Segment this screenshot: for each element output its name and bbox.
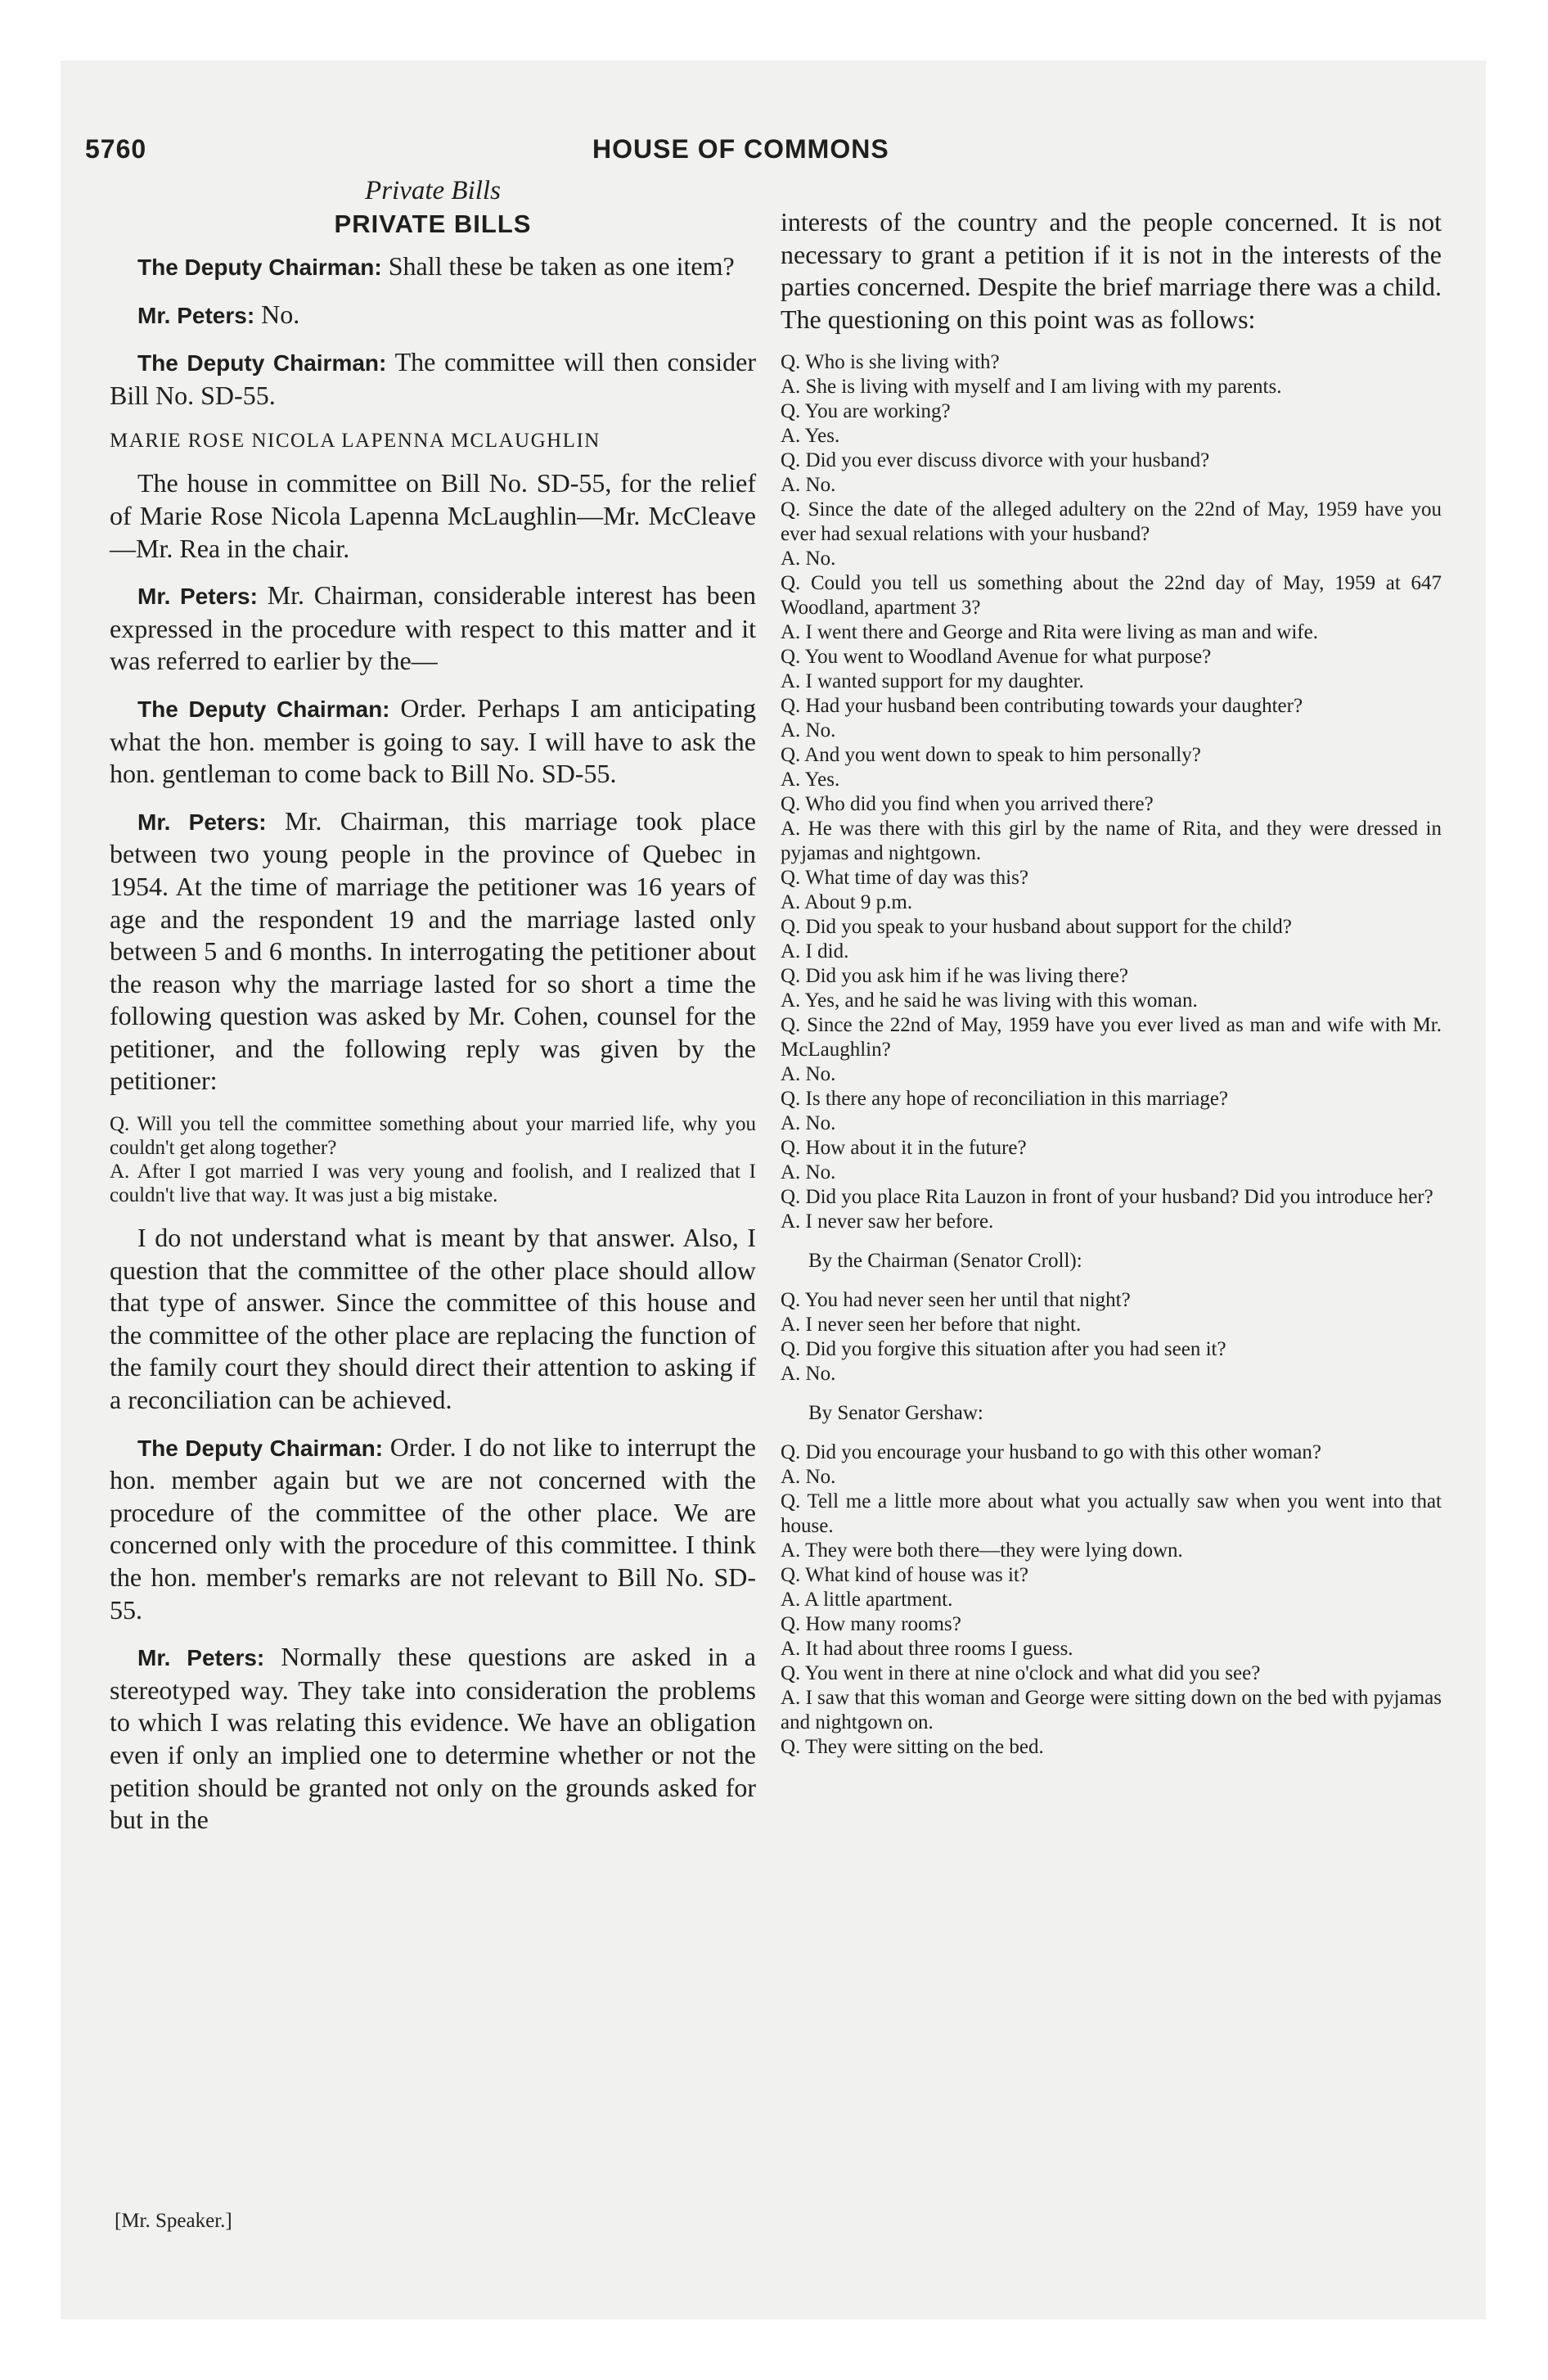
- qa-line: A. Yes, and he said he was living with this woman.: [781, 989, 1198, 1012]
- qa-line: Q. Who is she living with?: [781, 351, 1000, 374]
- paragraph-text: Order. Perhaps I am anticipating what the hon. member is going to say. I will have to ask the hon. gentleman to come back to Bill No. SD-55.: [110, 692, 757, 789]
- page-title: HOUSE OF COMMONS: [592, 134, 889, 164]
- speaker-name: Mr. Peters:: [137, 1645, 265, 1671]
- paragraph-text: Mr. Chairman, considerable interest has been expressed in the procedure with respect to this matter and it was referred to earlier by the—: [110, 580, 757, 676]
- paragraph: [110, 346, 756, 412]
- qa-line: A. No.: [781, 1161, 836, 1184]
- speaker-name: The Deputy Chairman:: [137, 696, 390, 722]
- paragraph: [110, 250, 756, 284]
- qa-line: Q. Is there any hope of reconciliation in this marriage?: [781, 1088, 1229, 1111]
- paragraph-text: The committee will then consider Bill No. SD-55.: [110, 347, 757, 410]
- qa-line: A. No.: [781, 719, 836, 742]
- qa-block: [781, 1440, 1442, 1760]
- qa-line: A. I went there and George and Rita were living as man and wife.: [781, 621, 1318, 644]
- left-column: [110, 174, 756, 1851]
- speaker-name: Mr. Peters:: [137, 584, 258, 610]
- qa-line: Q. You went to Woodland Avenue for what purpose?: [781, 646, 1212, 669]
- qa-line: Q. Will you tell the committee something about your married life, why you couldn't get along together?: [110, 1113, 756, 1160]
- paragraph-text: Order. I do not like to interrupt the hon. member again but we are not concerned with the procedure of the committee of the other place. We are concerned only with the procedure of this committee. I think the hon. member's remarks are not relevant to Bill No. SD-55.: [110, 1431, 757, 1625]
- paragraph: The house in committee on Bill No. SD-55, for the relief of Marie Rose Nicola Lapenna McLaughlin—Mr. McCleave—Mr. Rea in the chair.: [110, 468, 756, 563]
- qa-line: Q. Did you ask him if he was living there?: [781, 965, 1128, 988]
- qa-line: A. I never saw her before.: [781, 1210, 994, 1233]
- paragraph: [110, 299, 756, 332]
- qa-line: Q. What time of day was this?: [781, 867, 1028, 890]
- qa-line: Q. You went in there at nine o'clock and what did you see?: [781, 1662, 1261, 1685]
- qa-line: A. No.: [781, 548, 836, 570]
- qa-line: A. No.: [781, 1112, 836, 1135]
- qa-line: A. She is living with myself and I am living with my parents.: [781, 376, 1282, 399]
- footer-speaker-note: [Mr. Speaker.]: [115, 2210, 232, 2232]
- speaker-name: Mr. Peters:: [137, 809, 267, 835]
- qa-line: A. Yes.: [781, 425, 840, 448]
- qa-line: Q. Did you speak to your husband about support for the child?: [781, 916, 1292, 939]
- qa-line: Q. Did you forgive this situation after you had seen it?: [781, 1338, 1226, 1361]
- qa-block: [110, 1112, 756, 1207]
- qa-line: Q. You are working?: [781, 400, 951, 423]
- qa-line: A. I never seen her before that night.: [781, 1314, 1082, 1336]
- qa-line: A. I saw that this woman and George were sitting down on the bed with pyjamas and nightgown on.: [781, 1687, 1442, 1734]
- qa-line: A. A little apartment.: [781, 1589, 953, 1611]
- qa-line: A. I wanted support for my daughter.: [781, 670, 1084, 693]
- speaker-name: The Deputy Chairman:: [137, 350, 387, 376]
- qa-line: A. No.: [781, 474, 836, 497]
- qa-line: Q. Did you encourage your husband to go with this other woman?: [781, 1441, 1321, 1464]
- qa-line: Q. And you went down to speak to him personally?: [781, 744, 1201, 767]
- speaker-name: Mr. Peters:: [137, 302, 255, 328]
- page-header: [85, 134, 936, 175]
- right-column: [781, 206, 1442, 1774]
- paragraph: [110, 579, 756, 678]
- speaker-name: The Deputy Chairman:: [137, 1435, 384, 1461]
- qa-line: Q. Who did you find when you arrived there?: [781, 793, 1154, 816]
- qa-block: [781, 1288, 1442, 1386]
- section-bold-heading: PRIVATE BILLS: [334, 210, 532, 238]
- paragraph: [110, 805, 756, 1098]
- examiner-heading: By the Chairman (Senator Croll):: [808, 1250, 1082, 1273]
- paragraph-text: Shall these be taken as one item?: [381, 251, 735, 281]
- qa-line: Q. Since the date of the alleged adultery on the 22nd of May, 1959 have you ever had sexual relations with your husband?: [781, 498, 1442, 546]
- qa-line: Q. Since the 22nd of May, 1959 have you ever lived as man and wife with Mr. McLaughlin?: [781, 1014, 1442, 1062]
- qa-block: [781, 350, 1442, 1234]
- qa-line: A. No.: [781, 1466, 836, 1489]
- qa-line: A. No.: [781, 1363, 836, 1386]
- qa-line: Q. You had never seen her until that night?: [781, 1289, 1131, 1312]
- page-number: 5760: [85, 134, 147, 164]
- qa-line: Q. What kind of house was it?: [781, 1564, 1028, 1587]
- qa-line: A. After I got married I was very young and foolish, and I realized that I couldn't live that way. It was just a big mistake.: [110, 1161, 756, 1207]
- qa-line: A. They were both there—they were lying down.: [781, 1539, 1183, 1562]
- qa-line: Q. How many rooms?: [781, 1613, 961, 1636]
- paragraph: interests of the country and the people concerned. It is not necessary to grant a petition if it is not in the interests of the parties concerned. Despite the brief marriage there was a child. The questioning on this point was as follows:: [781, 207, 1442, 334]
- bill-subheading: MARIE ROSE NICOLA LAPENNA MCLAUGHLIN: [110, 430, 601, 453]
- paragraph: [110, 692, 756, 791]
- paragraph: I do not understand what is meant by that answer. Also, I question that the committee of the other place should allow that type of answer. Since the committee of this house and the committee of the other place are replacing the function of the family court they should direct their attention to asking if a reconciliation can be achieved.: [110, 1223, 756, 1415]
- qa-line: A. About 9 p.m.: [781, 891, 913, 914]
- examiner-heading: By Senator Gershaw:: [808, 1402, 983, 1425]
- qa-line: Q. Could you tell us something about the 22nd day of May, 1959 at 647 Woodland, apartment 3?: [781, 572, 1442, 620]
- paragraph-text: No.: [254, 299, 300, 329]
- qa-line: A. He was there with this girl by the name of Rita, and they were dressed in pyjamas and nightgown.: [781, 818, 1442, 865]
- qa-line: A. No.: [781, 1063, 836, 1086]
- paragraph-text: Mr. Chairman, this marriage took place between two young people in the province of Quebec in 1954. At the time of marriage the petitioner was 16 years of age and the respondent 19 and the marriage lasted only between 5 and 6 months. In interrogating the petitioner about the reason why the marriage lasted for so short a time the following question was asked by Mr. Cohen, counsel for the petitioner, and the following reply was given by the petitioner:: [110, 805, 757, 1096]
- paragraph: [110, 1431, 756, 1627]
- qa-line: Q. Did you ever discuss divorce with your husband?: [781, 449, 1210, 472]
- qa-line: Q. Had your husband been contributing towards your daughter?: [781, 695, 1303, 718]
- section-italic-heading: Private Bills: [365, 176, 501, 205]
- qa-line: Q. They were sitting on the bed.: [781, 1736, 1044, 1759]
- qa-line: A. Yes.: [781, 769, 840, 791]
- speaker-name: The Deputy Chairman:: [137, 255, 382, 280]
- qa-line: A. I did.: [781, 940, 849, 963]
- paragraph: [110, 1641, 756, 1837]
- qa-line: A. It had about three rooms I guess.: [781, 1638, 1073, 1661]
- paragraph-text: Normally these questions are asked in a stereotyped way. They take into consideration the problems to which I was relating this evidence. We have an obligation even if only an implied one to determine whether or not the petition should be granted not only on the grounds asked for but in the: [110, 1642, 757, 1835]
- qa-line: Q. How about it in the future?: [781, 1137, 1027, 1160]
- qa-line: Q. Did you place Rita Lauzon in front of your husband? Did you introduce her?: [781, 1186, 1433, 1209]
- qa-line: Q. Tell me a little more about what you actually saw when you went into that house.: [781, 1490, 1442, 1538]
